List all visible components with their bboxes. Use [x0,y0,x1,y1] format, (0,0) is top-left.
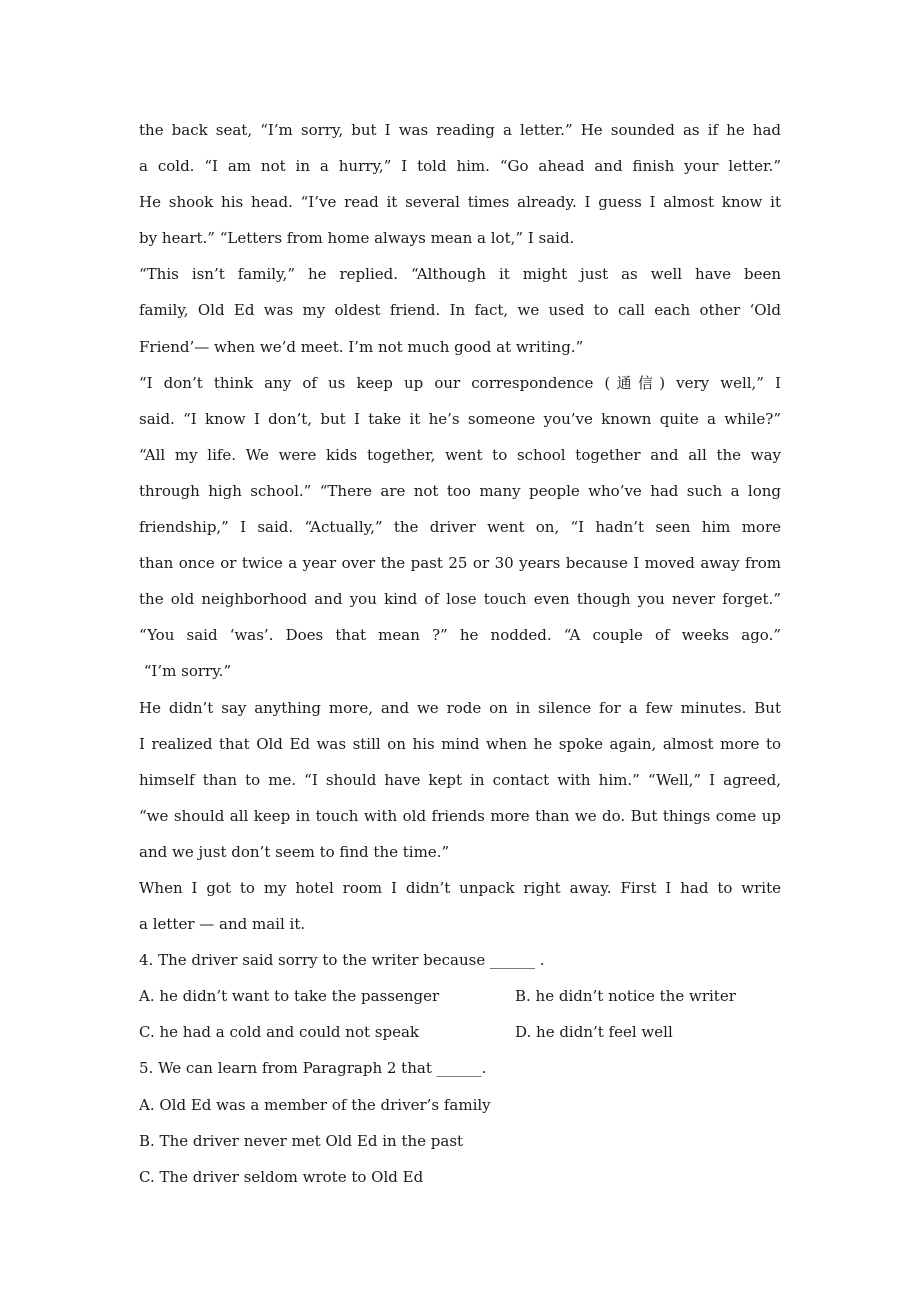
passage-line: and we just don’t seem to find the time.” [139,842,450,861]
option-row [139,1014,781,1050]
passage-line: friendship,” I said. “Actually,” the driver went on, “I hadn’t seen him more [139,518,781,537]
option-b: B. The driver never met Old Ed in the past [139,1131,464,1150]
option-a: A. he didn’t want to take the passenger [139,987,440,1006]
passage-line: the back seat, “I’m sorry, but I was reading a letter.” He sounded as if he had [139,121,781,139]
passage-line: by heart.” “Letters from home always mean a lot,” I said. [139,229,575,248]
question-stem: 4. The driver said sorry to the writer because ______ . [139,951,545,970]
passage-line: I realized that Old Ed was still on his mind when he spoke again, almost more to [139,734,781,753]
document-page [139,112,781,1195]
passage-line: the old neighborhood and you kind of lose touch even though you never forget.” [139,590,781,609]
passage-line: through high school.” “There are not too many people who’ve had such a long [139,481,781,500]
passage-line: a cold. “I am not in a hurry,” I told him. “Go ahead and finish your letter.” [139,157,781,176]
passage-line: Friend’— when we’d meet. I’m not much good at writing.” [139,337,584,356]
option-row [139,978,781,1014]
passage-line: “I don’t think any of us keep up our correspondence (通信) very well,” I [139,373,781,392]
option-c: C. he had a cold and could not speak [139,1023,419,1042]
option-b: B. he didn’t notice the writer [515,987,736,1006]
passage-line: He didn’t say anything more, and we rode on in silence for a few minutes. But [139,698,781,717]
passage-line: “we should all keep in touch with old friends more than we do. But things come up [139,806,781,825]
question-4 [139,942,781,1050]
passage-line: than once or twice a year over the past 25 or 30 years because I moved away from [139,554,781,573]
passage-line: a letter — and mail it. [139,915,306,934]
passage-line: family, Old Ed was my oldest friend. In fact, we used to call each other ‘Old [139,301,781,320]
reading-passage [139,112,781,942]
passage-line: When I got to my hotel room I didn’t unpack right away. First I had to write [139,878,781,897]
passage-line: “I’m sorry.” [139,662,232,681]
passage-line: “All my life. We were kids together, went to school together and all the way [139,445,781,464]
option-a: A. Old Ed was a member of the driver’s family [139,1095,491,1114]
question-5 [139,1050,781,1194]
passage-line: said. “I know I don’t, but I take it he’s someone you’ve known quite a while?” [139,409,781,428]
option-c: C. The driver seldom wrote to Old Ed [139,1167,424,1186]
option-d: D. he didn’t feel well [515,1023,673,1042]
passage-line: himself than to me. “I should have kept in contact with him.” “Well,” I agreed, [139,770,781,789]
passage-line: “You said ‘was’. Does that mean ?” he nodded. “A couple of weeks ago.” [139,626,781,645]
passage-line: “This isn’t family,” he replied. “Although it might just as well have been [139,265,781,284]
passage-line: He shook his head. “I’ve read it several times already. I guess I almost know it [139,193,781,212]
question-stem: 5. We can learn from Paragraph 2 that ______. [139,1059,487,1078]
